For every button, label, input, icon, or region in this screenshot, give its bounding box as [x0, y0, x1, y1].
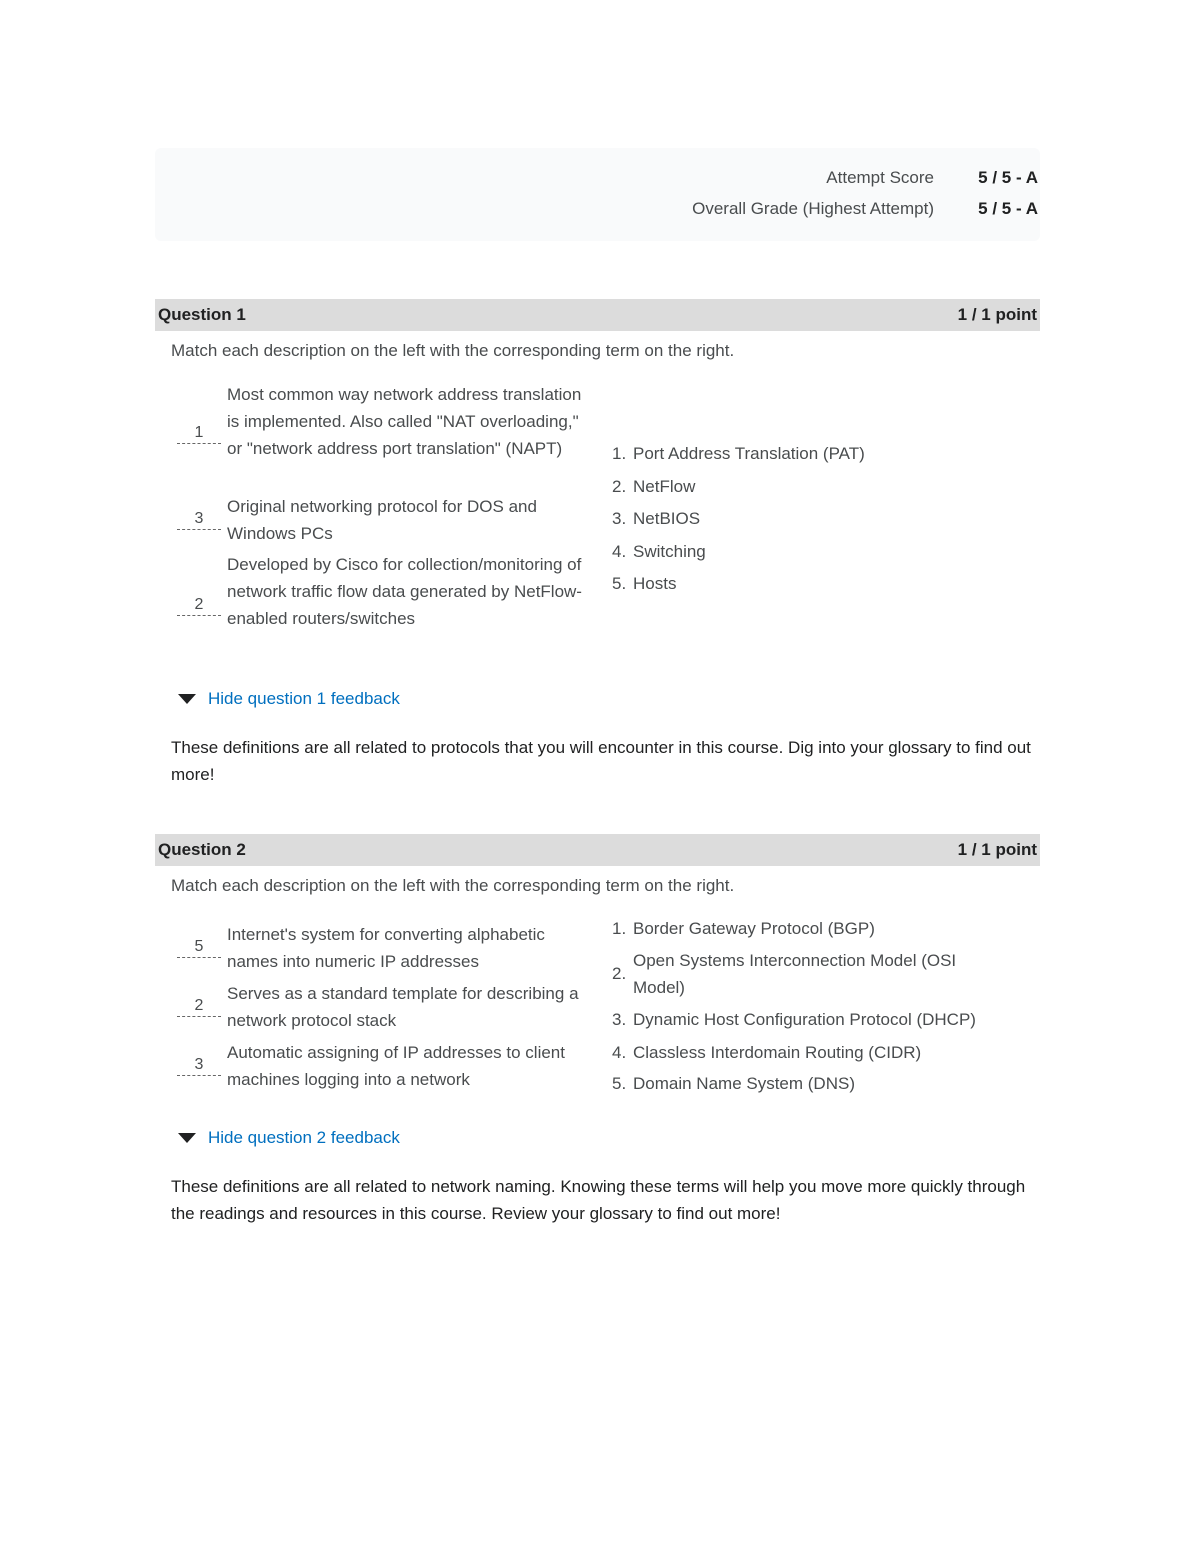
match-answer: 2 [177, 595, 221, 616]
overall-grade-label: Overall Grade (Highest Attempt) [692, 199, 934, 218]
question-1-prompt: Match each description on the left with the corresponding term on the right. [171, 341, 735, 360]
question-1-feedback: These definitions are all related to protocols that you will encounter in this course. Dig into your glossary to find out more! [171, 738, 1031, 784]
question-1-option-3 [612, 505, 1013, 532]
match-description: Developed by Cisco for collection/monitoring of network traffic flow data generated by NetFlow-enabled routers/switches [227, 555, 582, 628]
question-1-option-5 [612, 570, 1013, 597]
question-2-option-2 [612, 947, 993, 1001]
question-2-header [155, 834, 1040, 866]
option-number: 4. [612, 542, 627, 561]
question-title: Question 1 [158, 305, 246, 324]
question-title: Question 2 [158, 840, 246, 859]
match-description: Original networking protocol for DOS and Windows PCs [227, 497, 537, 543]
attempt-score-value: 5 / 5 - A [978, 168, 1038, 187]
match-answer: 5 [177, 937, 221, 958]
question-points: 1 / 1 point [957, 305, 1037, 324]
option-text: Classless Interdomain Routing (CIDR) [633, 1043, 922, 1062]
option-text: Border Gateway Protocol (BGP) [633, 919, 875, 938]
option-text: NetFlow [633, 477, 696, 496]
match-description: Internet's system for converting alphabetic names into numeric IP addresses [227, 925, 545, 971]
question-1-option-4 [612, 538, 1013, 565]
option-number: 1. [612, 444, 627, 463]
option-text: Port Address Translation (PAT) [633, 444, 865, 463]
question-2-option-5 [612, 1070, 1013, 1097]
caret-down-icon [178, 1133, 196, 1143]
match-answer: 1 [177, 423, 221, 444]
overall-grade-value: 5 / 5 - A [978, 199, 1038, 218]
question-2-option-1 [612, 915, 1013, 942]
option-text: NetBIOS [633, 509, 701, 528]
question-1-option-1 [612, 440, 1013, 467]
option-number: 1. [612, 919, 627, 938]
match-description: Automatic assigning of IP addresses to client machines logging into a network [227, 1043, 565, 1089]
option-text: Hosts [633, 574, 677, 593]
score-summary [155, 148, 1040, 241]
question-2-option-4 [612, 1039, 1013, 1066]
match-description: Serves as a standard template for describing a network protocol stack [227, 984, 579, 1030]
attempt-score-label: Attempt Score [826, 168, 934, 187]
question-1-header [155, 299, 1040, 331]
option-number: 3. [612, 1010, 627, 1029]
match-answer: 2 [177, 996, 221, 1017]
match-answer: 3 [177, 1055, 221, 1076]
option-text: Domain Name System (DNS) [633, 1074, 855, 1093]
option-text: Switching [633, 542, 706, 561]
option-number: 2. [612, 477, 627, 496]
option-text: Open Systems Interconnection Model (OSI Model) [633, 951, 957, 997]
overall-grade-row [692, 199, 1038, 219]
option-number: 4. [612, 1043, 627, 1062]
question-2-feedback-toggle[interactable] [178, 1128, 400, 1148]
option-number: 2. [612, 964, 627, 983]
caret-down-icon [178, 694, 196, 704]
question-2-option-3 [612, 1006, 1013, 1033]
feedback-toggle-label: Hide question 1 feedback [208, 689, 400, 708]
question-1-feedback-toggle[interactable] [178, 689, 400, 709]
question-2-feedback: These definitions are all related to network naming. Knowing these terms will help you move more quickly through the readings and resources in this course. Review your glossary to find out more! [171, 1177, 1026, 1223]
match-description: Most common way network address translation is implemented. Also called "NAT overloading," or "network address port translation" (NAPT) [227, 385, 582, 458]
option-number: 3. [612, 509, 627, 528]
question-2-prompt: Match each description on the left with the corresponding term on the right. [171, 876, 735, 895]
question-points: 1 / 1 point [957, 840, 1037, 859]
feedback-toggle-label: Hide question 2 feedback [208, 1128, 400, 1147]
question-1-option-2 [612, 473, 1013, 500]
option-number: 5. [612, 574, 627, 593]
option-number: 5. [612, 1074, 627, 1093]
attempt-score-row [826, 168, 1038, 188]
option-text: Dynamic Host Configuration Protocol (DHCP) [633, 1010, 976, 1029]
match-answer: 3 [177, 509, 221, 530]
